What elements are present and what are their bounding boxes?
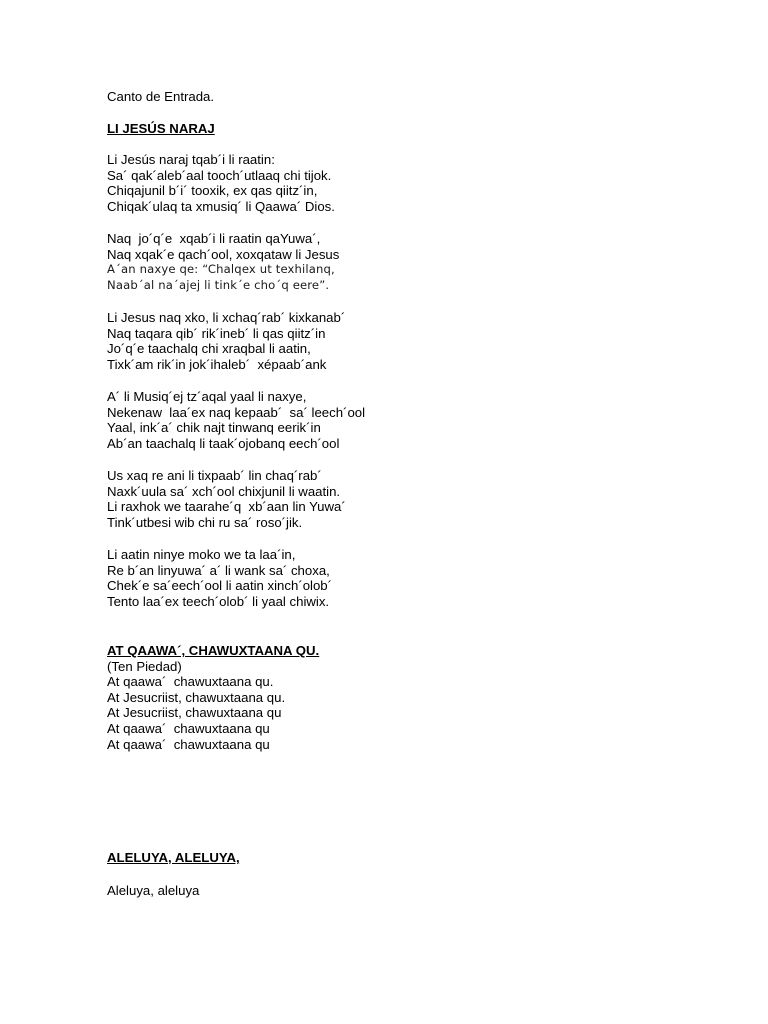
lyric-line: Aleluya, aleluya [107, 883, 200, 898]
song1-stanza5 [107, 468, 346, 530]
lyric-line: Nekenaw laa´ex naq kepaab´ sa´ leech´ool [107, 404, 366, 420]
lyric-line: Sa´ qak´aleb´aal tooch´utlaaq chi tijok. [107, 167, 332, 183]
song1-stanza6 [107, 547, 332, 609]
lyric-line: Yaal, ink´a´ chik najt tinwanq eerik´in [107, 420, 321, 436]
song1-stanza4 [107, 389, 365, 451]
lyric-line: At Jesucriist, chawuxtaana qu. [107, 689, 286, 705]
lyric-line: At qaawa´ chawuxtaana qu. [107, 674, 274, 690]
lyric-line: Us xaq re ani li tixpaab´ lin chaq´rab´ [107, 468, 322, 483]
lyric-line: Tixk´am rik´in jok´ihaleb´ xépaab´ank [107, 356, 327, 372]
song1-title: LI JESÚS NARAJ [107, 121, 215, 136]
lyric-line: Re b´an linyuwa´ a´ li wank sa´ choxa, [107, 562, 330, 578]
song1-title-block [107, 121, 215, 137]
lyric-line: Li aatin ninye moko we ta laa´in, [107, 547, 296, 562]
song3-title: ALELUYA, ALELUYA, [107, 850, 240, 865]
lyric-line: Chiqajunil b´i´ tooxik, ex qas qiitz´in, [107, 183, 318, 199]
lyric-line: Naq jo´q´e xqab´i li raatin qaYuwa´, [107, 231, 321, 246]
lyric-line: At qaawa´ chawuxtaana qu [107, 736, 270, 752]
lyric-line: A´an naxye qe: “Chalqex ut texhilanq, [107, 262, 335, 277]
lyric-line: (Ten Piedad) [107, 658, 182, 674]
lyric-line: Chiqak´ulaq ta xmusiq´ li Qaawa´ Dios. [107, 198, 335, 214]
song1-stanza3 [107, 310, 345, 372]
lyric-line: Naxk´uula sa´ xch´ool chixjunil li waatin. [107, 483, 341, 499]
lyric-line: Li Jesús naraj tqab´i li raatin: [107, 152, 275, 167]
lyric-line: At Jesucriist, chawuxtaana qu [107, 705, 282, 721]
lyric-line: A´ li Musiq´ej tz´aqal yaal li naxye, [107, 389, 307, 404]
song3-lyrics [107, 883, 199, 899]
lyric-line: Chek´e sa´eech´ool li aatin xinch´olob´ [107, 578, 333, 594]
lyric-line: Naab´al na´ajej li tink´e cho´q eere”. [107, 277, 330, 292]
lyric-line: Li Jesus naq xko, li xchaq´rab´ kixkanab´ [107, 310, 346, 325]
lyric-line: Jo´q´e taachalq chi xraqbal li aatin, [107, 341, 311, 357]
lyric-line: Li raxhok we taarahe´q xb´aan lin Yuwa´ [107, 499, 346, 515]
intro-text: Canto de Entrada. [107, 89, 215, 104]
song1-stanza1 [107, 152, 335, 214]
lyric-line: Tento laa´ex teech´olob´ li yaal chiwix. [107, 593, 330, 609]
song2-title: AT QAAWA´, CHAWUXTAANA QU. [107, 643, 320, 658]
lyric-line: Naq xqak´e qach´ool, xoxqataw li Jesus [107, 246, 340, 262]
song2-block [107, 643, 319, 752]
lyric-line: At qaawa´ chawuxtaana qu [107, 720, 270, 736]
song1-stanza2 [107, 231, 339, 293]
lyric-line: Naq taqara qib´ rik´ineb´ li qas qiitz´in [107, 325, 326, 341]
intro-block [107, 89, 214, 105]
lyric-line: Tink´utbesi wib chi ru sa´ roso´jik. [107, 514, 303, 530]
song3-title-block [107, 850, 240, 866]
lyric-line: Ab´an taachalq li taak´ojobanq eech´ool [107, 435, 340, 451]
